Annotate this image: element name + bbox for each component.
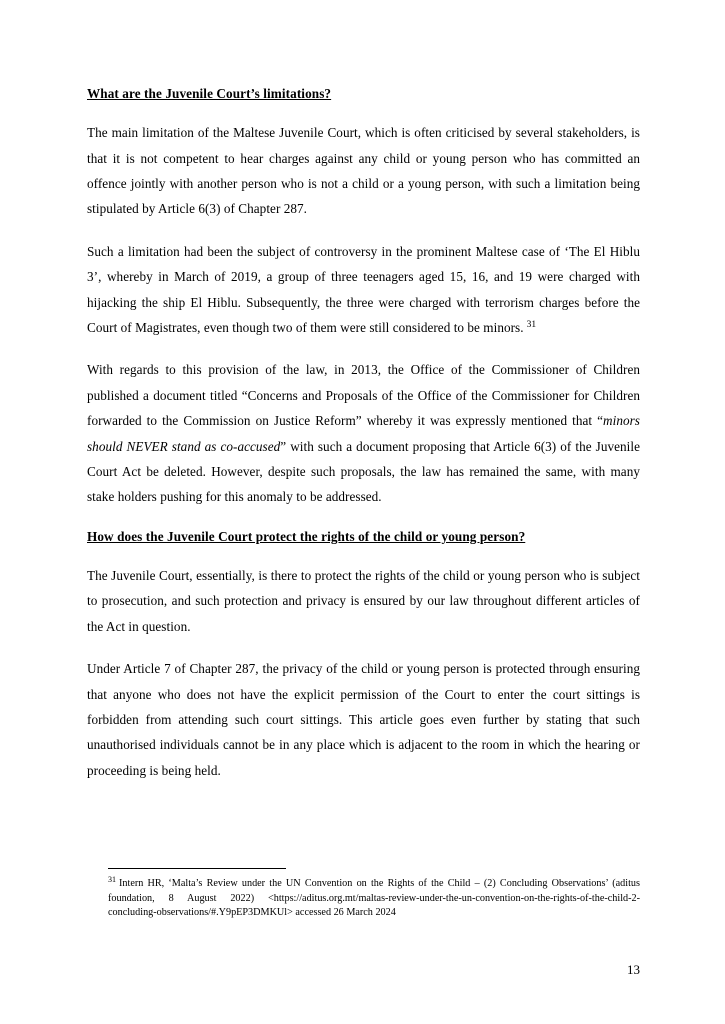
paragraph-commissioner-text-tail: ” with such a document proposing that Article 6(3) of the Juvenile Court Act be deleted. However, despite such proposals, the law has remained the same, with many stake holders pushing for this anomaly to be addressed. <box>87 438 640 505</box>
paragraph-article-7-privacy: Under Article 7 of Chapter 287, the privacy of the child or young person is protected through ensuring that anyone who does not have the explicit permission of the Court to enter the court sittings is forbidden from attending such court sittings. This article goes even further by stating that such unauthorised individuals cannot be in any place which is adjacent to the room in which the hearing or proceeding is being held. <box>87 661 640 778</box>
page-number: 13 <box>627 962 640 977</box>
paragraph-el-hiblu <box>87 239 640 341</box>
paragraph-commissioner-text-lead: With regards to this provision of the law, in 2013, the Office of the Commissioner of Children published a document titled “Concerns and Proposals of the Office of the Commissioner for Children forwarded to the Commission on Justice Reform” whereby it was expressly mentioned that “ <box>87 362 640 429</box>
footnote-separator-rule <box>108 868 286 869</box>
footnote-reference-31[interactable]: 31 <box>526 319 537 330</box>
quoted-italic-phrase: minors should NEVER stand as co-accused <box>87 413 640 454</box>
footnote-entry <box>108 874 640 921</box>
paragraph-el-hiblu-text: Such a limitation had been the subject of controversy in the prominent Maltese case of ‘The El Hiblu 3’, whereby in March of 2019, a group of three teenagers aged 15, 16, and 19 were charged with hijacking the ship El Hiblu. Subsequently, the three were charged with terrorism charges before the Court of Magistrates, even though two of them were still considered to be minors. <box>87 243 640 335</box>
paragraph-main-limitation: The main limitation of the Maltese Juvenile Court, which is often criticised by several stakeholders, is that it is not competent to hear charges against any child or young person who has committed an offence jointly with another person who is not a child or a young person, with such a limitation being stipulated by Article 6(3) of Chapter 287. <box>87 125 640 217</box>
section-heading-limitations: What are the Juvenile Court’s limitations? <box>87 86 332 101</box>
paragraph-protection-overview: The Juvenile Court, essentially, is there to protect the rights of the child or young person who is subject to prosecution, and such protection and privacy is ensured by our law throughout different articles of the Act in question. <box>87 567 640 634</box>
paragraph-commissioner-children <box>87 357 640 509</box>
footnote-area <box>108 868 640 921</box>
section-heading-protection: How does the Juvenile Court protect the rights of the child or young person? <box>87 528 526 544</box>
footnote-number: 31 <box>108 874 116 884</box>
footnote-citation-text: Intern HR, ‘Malta’s Review under the UN Convention on the Rights of the Child – (2) Concluding Observations’ (aditus foundation, 8 August 2022) <https://aditus.org.mt/maltas-review-under-the-un-convention-on-the-rights-of-the-child-2-concluding-observations/#.Y9pEP3DMKUl> accessed 26 March 2024 <box>108 878 640 919</box>
document-body <box>87 84 640 783</box>
